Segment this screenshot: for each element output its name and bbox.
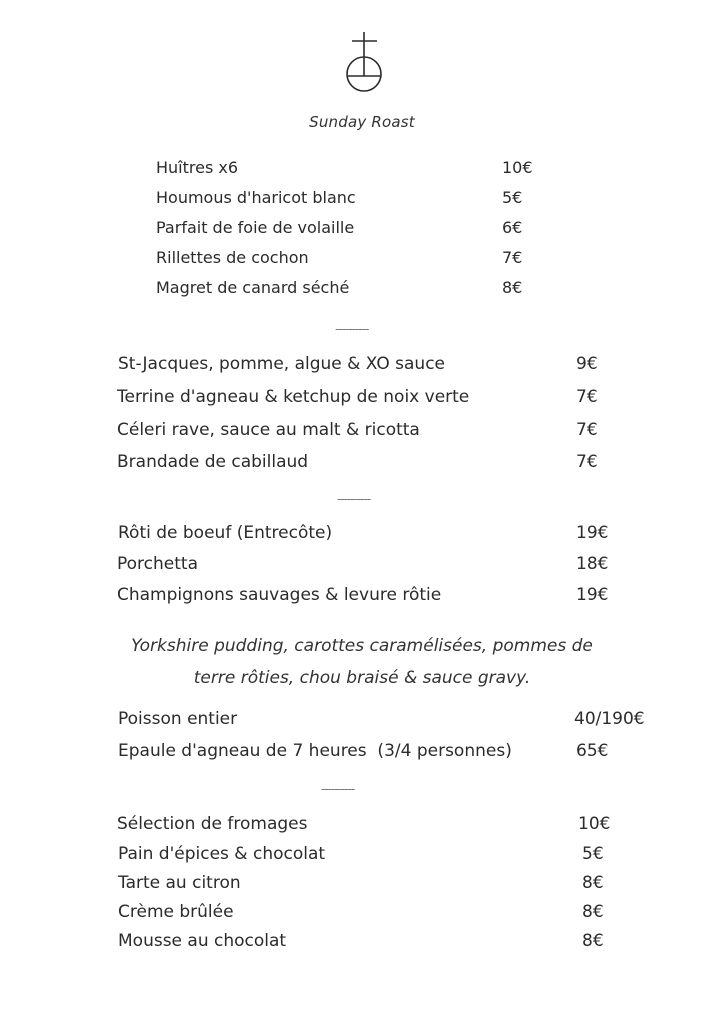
item-price: 9€ xyxy=(576,354,598,374)
item-name: Porchetta xyxy=(117,554,198,574)
item-name: Huîtres x6 xyxy=(156,158,239,177)
item-name: Mousse au chocolat xyxy=(118,931,287,951)
item-name: Epaule d'agneau de 7 heures (3/4 personnes) xyxy=(118,741,512,761)
item-name: Pain d'épices & chocolat xyxy=(118,844,326,864)
section-divider: ---------- xyxy=(337,492,371,506)
section-divider: ---------- xyxy=(321,782,355,796)
item-name: Terrine d'agneau & ketchup de noix verte xyxy=(117,387,470,407)
item-price: 19€ xyxy=(576,585,609,605)
item-price: 18€ xyxy=(576,554,609,574)
item-price: 7€ xyxy=(576,387,598,407)
menu-subtitle: Sunday Roast xyxy=(309,113,415,131)
note-line: terre rôties, chou braisé & sauce gravy. xyxy=(193,668,531,688)
item-price: 5€ xyxy=(582,844,604,864)
item-name: Crème brûlée xyxy=(118,902,234,922)
item-name: St-Jacques, pomme, algue & XO sauce xyxy=(118,354,446,374)
item-price: 40/190€ xyxy=(574,709,645,729)
item-price: 6€ xyxy=(502,218,523,237)
item-name: Champignons sauvages & levure rôtie xyxy=(117,585,442,605)
item-price: 5€ xyxy=(502,188,523,207)
item-name: Parfait de foie de volaille xyxy=(156,218,355,237)
section-divider: ---------- xyxy=(335,322,369,336)
item-price: 8€ xyxy=(582,902,604,922)
item-name: Rôti de boeuf (Entrecôte) xyxy=(118,523,333,543)
item-name: Rillettes de cochon xyxy=(156,248,309,267)
item-name: Magret de canard séché xyxy=(156,278,350,297)
item-price: 8€ xyxy=(582,931,604,951)
roast-accompaniments-note xyxy=(0,630,724,694)
item-price: 7€ xyxy=(576,452,598,472)
item-price: 65€ xyxy=(576,741,609,761)
item-price: 8€ xyxy=(502,278,523,297)
restaurant-logo-icon xyxy=(340,30,388,94)
item-price: 10€ xyxy=(502,158,533,177)
item-name: Houmous d'haricot blanc xyxy=(156,188,356,207)
note-line: Yorkshire pudding, carottes caramélisées, pommes de xyxy=(131,636,593,656)
item-price: 10€ xyxy=(578,814,611,834)
item-name: Tarte au citron xyxy=(118,873,241,893)
item-price: 8€ xyxy=(582,873,604,893)
item-name: Sélection de fromages xyxy=(117,814,308,834)
item-price: 7€ xyxy=(502,248,523,267)
item-name: Poisson entier xyxy=(118,709,238,729)
item-price: 7€ xyxy=(576,420,598,440)
item-name: Céleri rave, sauce au malt & ricotta xyxy=(117,420,420,440)
item-price: 19€ xyxy=(576,523,609,543)
item-name: Brandade de cabillaud xyxy=(117,452,309,472)
